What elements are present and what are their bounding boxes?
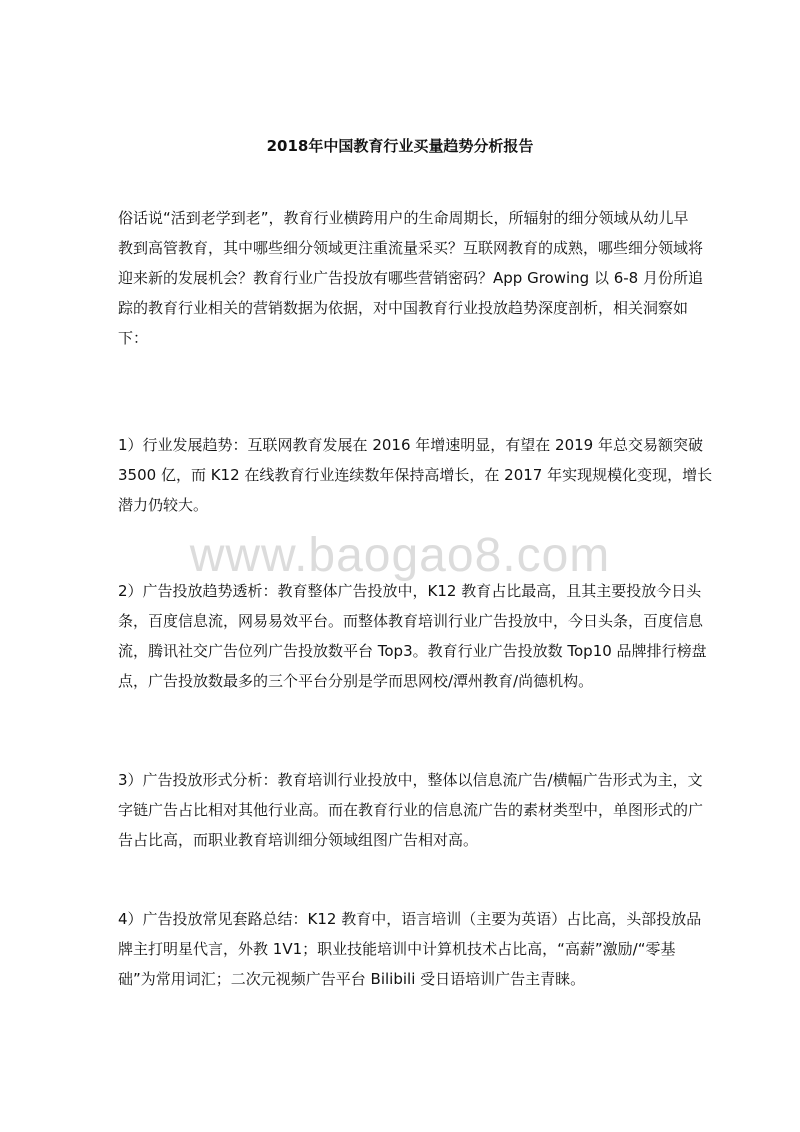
paragraph-line: 3500 亿，而 K12 在线教育行业连续数年保持高增长，在 2017 年实现规模化变现，增长 xyxy=(118,466,713,484)
paragraph-industry-trend xyxy=(118,430,713,520)
paragraph-line: 1）行业发展趋势：互联网教育发展在 2016 年增速明显，有望在 2019 年总交易额突破 xyxy=(118,436,703,454)
paragraph-line: 踪的教育行业相关的营销数据为依据，对中国教育行业投放趋势深度剖析，相关洞察如 xyxy=(118,299,689,317)
paragraph-line: 点，广告投放数最多的三个平台分别是学而思网校/潭州教育/尚德机构。 xyxy=(118,672,594,690)
paragraph-ad-patterns xyxy=(118,904,702,994)
paragraph-line: 牌主打明星代言，外教 1V1；职业技能培训中计算机技术占比高，“高薪”激励/“零基 xyxy=(118,940,676,958)
paragraph-line: 流，腾讯社交广告位列广告投放数平台 Top3。教育行业广告投放数 Top10 品牌排行榜盘 xyxy=(118,642,707,660)
paragraph-line: 俗话说“活到老学到老”，教育行业横跨用户的生命周期长，所辐射的细分领域从幼儿早 xyxy=(118,209,689,227)
document-title: 2018年中国教育行业买量趋势分析报告 xyxy=(266,137,534,155)
paragraph-intro xyxy=(118,203,704,353)
paragraph-line: 告占比高，而职业教育培训细分领域组图广告相对高。 xyxy=(118,831,479,849)
paragraph-line: 迎来新的发展机会？教育行业广告投放有哪些营销密码？App Growing 以 6-8 月份所追 xyxy=(118,269,703,287)
paragraph-line: 2）广告投放趋势透析：教育整体广告投放中，K12 教育占比最高，且其主要投放今日头 xyxy=(118,582,702,600)
paragraph-line: 条，百度信息流，网易易效平台。而整体教育培训行业广告投放中，今日头条，百度信息 xyxy=(118,612,704,630)
paragraph-ad-format xyxy=(118,765,704,855)
paragraph-line: 4）广告投放常见套路总结：K12 教育中，语言培训（主要为英语）占比高，头部投放品 xyxy=(118,910,702,928)
paragraph-line: 潜力仍较大。 xyxy=(118,496,209,514)
paragraph-ad-trend xyxy=(118,576,707,696)
watermark: www.baogao8.com xyxy=(189,529,611,582)
paragraph-line: 教到高管教育，其中哪些细分领域更注重流量采买？互联网教育的成熟，哪些细分领域将 xyxy=(118,239,704,257)
paragraph-line: 下： xyxy=(118,329,149,347)
paragraph-line: 础”为常用词汇；二次元视频广告平台 Bilibili 受日语培训广告主青睐。 xyxy=(118,970,586,988)
paragraph-line: 3）广告投放形式分析：教育培训行业投放中，整体以信息流广告/横幅广告形式为主，文 xyxy=(118,771,703,789)
paragraph-line: 字链广告占比相对其他行业高。而在教育行业的信息流广告的素材类型中，单图形式的广 xyxy=(118,801,704,819)
